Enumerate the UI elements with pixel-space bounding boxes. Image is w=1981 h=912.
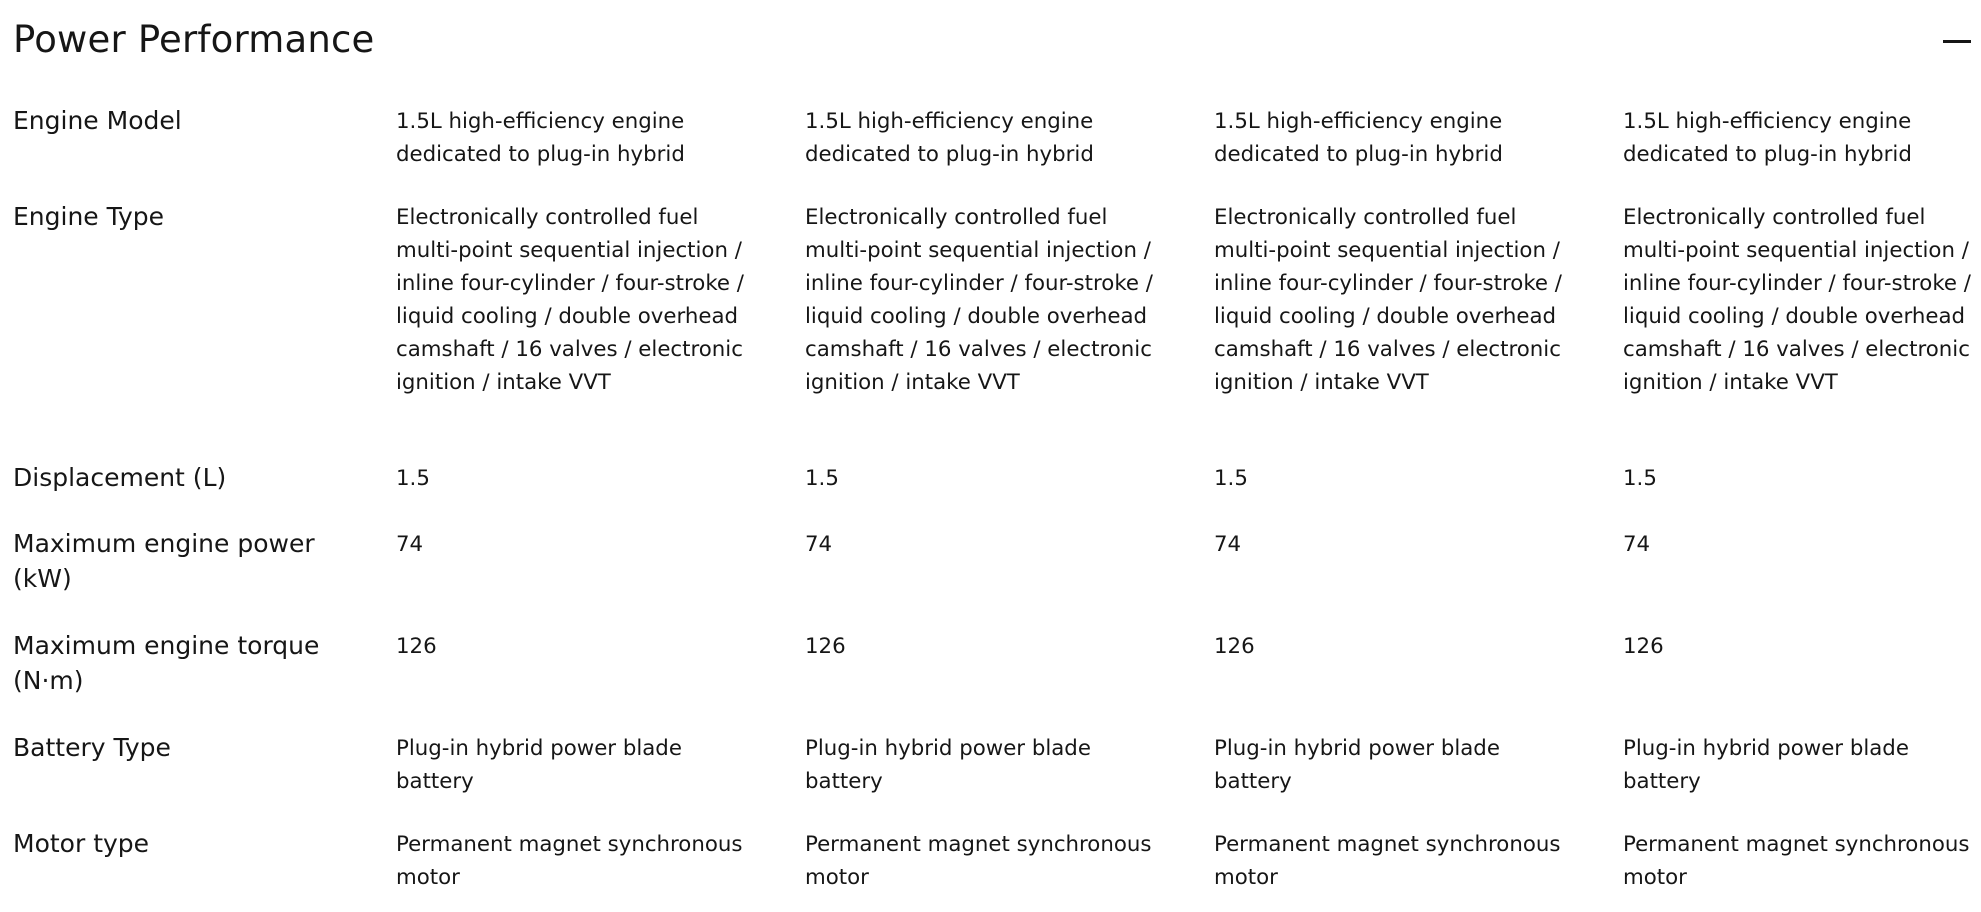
- spec-value: 74: [805, 532, 833, 557]
- spec-value: Plug-in hybrid power blade battery: [396, 736, 682, 794]
- spec-value: Electronically controlled fuel multi-point sequential injection / inline four-cylinder / four-stroke / liquid cooling / double overhead camshaft / 16 valves / electronic ignition / intake VVT: [1623, 205, 1971, 395]
- spec-value: 126: [805, 634, 846, 659]
- spec-value: 74: [1214, 532, 1242, 557]
- spec-value: Plug-in hybrid power blade battery: [1623, 736, 1909, 794]
- spec-value: Electronically controlled fuel multi-point sequential injection / inline four-cylinder / four-stroke / liquid cooling / double overhead camshaft / 16 valves / electronic ignition / intake VVT: [396, 205, 744, 395]
- spec-value: 74: [396, 532, 424, 557]
- spec-value: Plug-in hybrid power blade battery: [1214, 736, 1500, 794]
- spec-value: Electronically controlled fuel multi-point sequential injection / inline four-cylinder / four-stroke / liquid cooling / double overhead camshaft / 16 valves / electronic ignition / intake VVT: [1214, 205, 1562, 395]
- spec-value: 1.5: [805, 466, 839, 491]
- spec-row-battery-type: [13, 732, 1975, 828]
- spec-row-max-engine-torque: [13, 630, 1975, 732]
- spec-label: Motor type: [13, 829, 150, 858]
- spec-label: Engine Type: [13, 202, 165, 231]
- section-title: Power Performance: [13, 18, 375, 61]
- spec-value: Permanent magnet synchronous motor: [805, 832, 1152, 890]
- spec-value: 1.5L high-efficiency engine dedicated to plug-in hybrid: [396, 109, 685, 167]
- spec-row-displacement: [13, 462, 1975, 528]
- spec-value: Permanent magnet synchronous motor: [1214, 832, 1561, 890]
- spec-value: 126: [1623, 634, 1664, 659]
- spec-value: 1.5: [1214, 466, 1248, 491]
- spec-label: Engine Model: [13, 106, 182, 135]
- spec-value: Permanent magnet synchronous motor: [1623, 832, 1970, 890]
- section-header: [13, 14, 1975, 66]
- spec-value: Permanent magnet synchronous motor: [396, 832, 743, 890]
- spec-label: Displacement (L): [13, 463, 227, 492]
- spec-value: 126: [396, 634, 437, 659]
- spec-value: Electronically controlled fuel multi-point sequential injection / inline four-cylinder / four-stroke / liquid cooling / double overhead camshaft / 16 valves / electronic ignition / intake VVT: [805, 205, 1153, 395]
- spec-value: 1.5: [396, 466, 430, 491]
- spec-value: Plug-in hybrid power blade battery: [805, 736, 1091, 794]
- spec-value: 126: [1214, 634, 1255, 659]
- spec-table: [13, 105, 1975, 908]
- minus-icon: [1943, 40, 1971, 43]
- spec-row-engine-model: [13, 105, 1975, 201]
- spec-value: 74: [1623, 532, 1651, 557]
- spec-value: 1.5: [1623, 466, 1657, 491]
- spec-label: Maximum engine torque (N·m): [13, 631, 320, 695]
- spec-row-motor-type: [13, 828, 1975, 908]
- collapse-button[interactable]: [1941, 24, 1975, 58]
- spec-label: Maximum engine power (kW): [13, 529, 315, 593]
- spec-value: 1.5L high-efficiency engine dedicated to plug-in hybrid: [805, 109, 1094, 167]
- spec-row-engine-type: [13, 201, 1975, 462]
- spec-value: 1.5L high-efficiency engine dedicated to plug-in hybrid: [1214, 109, 1503, 167]
- spec-row-max-engine-power: [13, 528, 1975, 630]
- spec-value: 1.5L high-efficiency engine dedicated to plug-in hybrid: [1623, 109, 1912, 167]
- spec-label: Battery Type: [13, 733, 171, 762]
